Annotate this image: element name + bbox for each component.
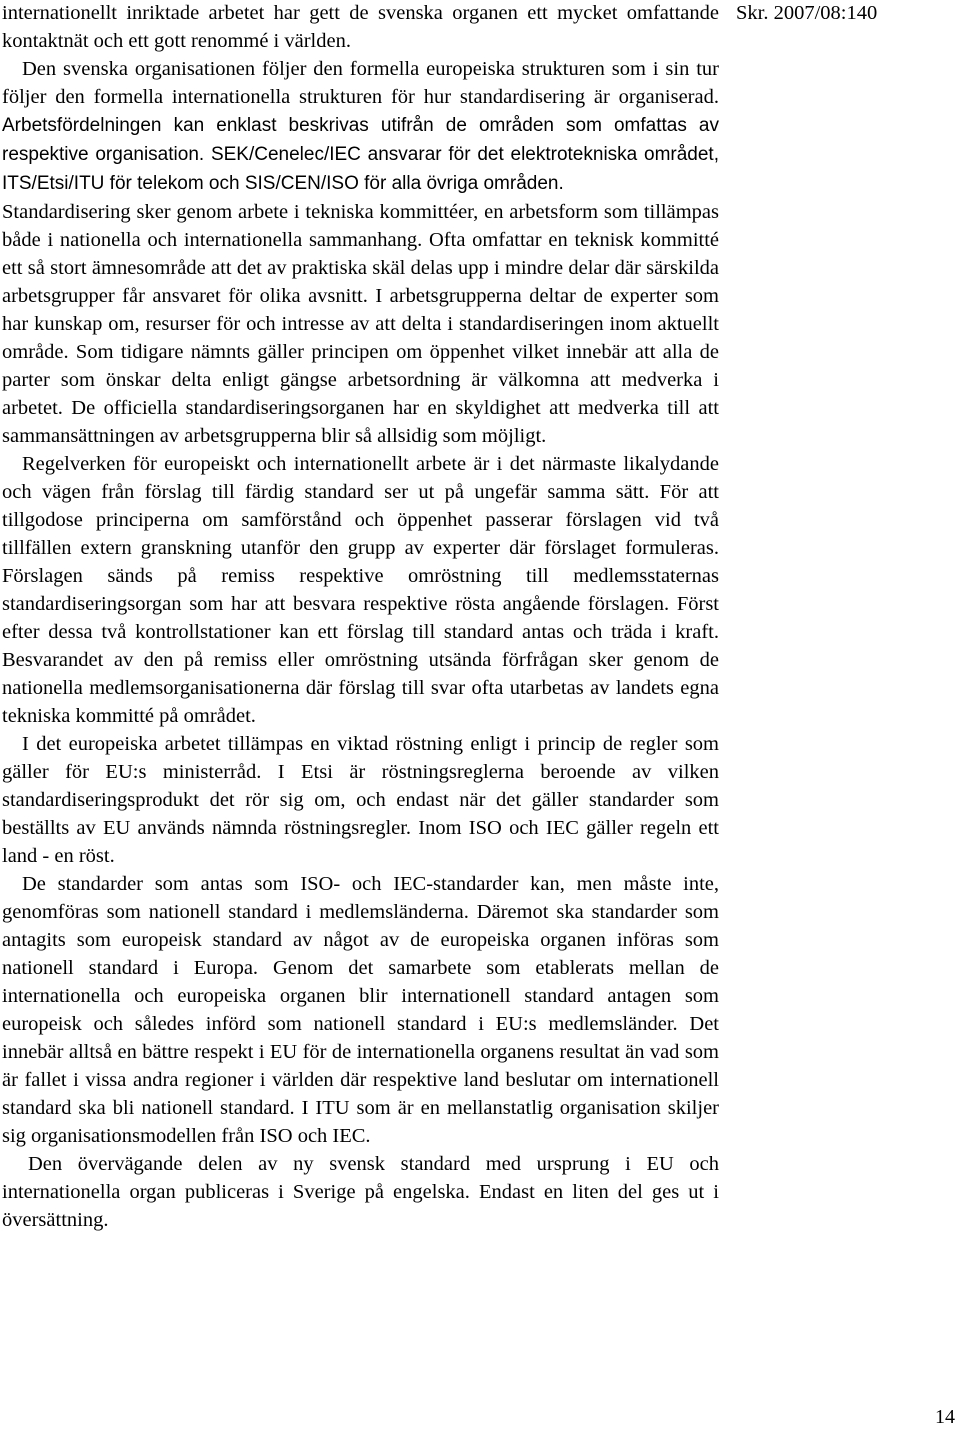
paragraph-regulations [2, 450, 719, 730]
paragraph-text: Standardisering sker genom arbete i tekniska kommittéer, en arbetsform som tillämpas både i nationella och internationella sammanhang. Ofta omfattar en teknisk kommitté ett så stort ämnesområde att det av praktiska skäl delas upp i mindre delar där särskilda arbetsgrupper får ansvaret för olika avsnitt. I arbetsgrupperna deltar de experter som har kunskap om, resurser för och intresse av att delta i standardiseringen inom aktuellt område. Som tidigare nämnts gäller principen om öppenhet vilket innebär att alla de parter som önskar delta enligt gängse arbetsordning är välkomna att medverka i arbetet. De officiella standardiseringsorganen har en skyldighet att medverka till att sammansättningen av arbetsgrupperna blir så allsidig som möjligt. [2, 201, 719, 447]
paragraph-organisation-structure [2, 55, 719, 198]
paragraph-voting [2, 730, 719, 870]
paragraph-text: internationellt inriktade arbetet har gett de svenska organen ett mycket omfattande kontaktnät och ett gott renommé i världen. [2, 2, 719, 52]
paragraph-text: De standarder som antas som ISO- och IEC-standarder kan, men måste inte, genomföras som nationell standard i medlemsländerna. Däremot ska standarder som antagits som europeisk standard av något av de europeiska organen införas som nationell standard i Europa. Genom det samarbete som etablerats mellan de internationella och europeiska organen blir internationell standard antagen som europeisk och således införd som nationell standard i EU:s medlemsländer. Det innebär alltså en bättre respekt i EU för de internationella organens resultat än vad som är fallet i vissa andra regioner i världen där respektive land beslutar om internationell standard ska bli nationell standard. I ITU som är en mellanstatlig organisation skiljer sig organisationsmodellen från ISO och IEC. [2, 873, 719, 1147]
paragraph-technical-committees [2, 198, 719, 450]
paragraph-language [2, 1150, 719, 1234]
paragraph-adoption [2, 870, 719, 1150]
paragraph-text: Den övervägande delen av ny svensk standard med ursprung i EU och internationella organ publiceras i Sverige på engelska. Endast en liten del ges ut i översättning. [2, 1153, 719, 1231]
paragraph-text: Regelverken för europeiskt och internationellt arbete är i det närmaste likalydande och vägen från förslag till färdig standard ser ut på ungefär samma sätt. För att tillgodose principerna om samförstånd och öppenhet passerar förslagen vid två tillfällen extern granskning utanför den grupp av experter där förslaget formuleras. Förslagen sänds på remiss respektive omröstning till medlemsstaternas standardiseringsorgan som har att besvara respektive rösta angående förslagen. Först efter dessa två kontrollstationer kan ett förslag till standard antas och träda i kraft. Besvarandet av den på remiss eller omröstning utsända förfrågan sker genom de nationella medlemsorganisationerna där förslag till svar ofta utarbetas av landets egna tekniska kommitté på området. [2, 453, 719, 727]
paragraph-text: I det europeiska arbetet tillämpas en viktad röstning enligt i princip de regler som gäller för EU:s ministerråd. I Etsi är röstningsreglerna beroende av vilken standardiseringsprodukt det rör sig om, och endast när det gäller standarder som beställts av EU används nämnda röstningsregler. Inom ISO och IEC gäller regeln ett land - en röst. [2, 733, 719, 867]
paragraph-continuation [2, 0, 719, 55]
document-reference: Skr. 2007/08:140 [736, 2, 878, 24]
paragraph-text: Den svenska organisationen följer den formella europeiska strukturen som i sin tur följer den formella internationella strukturen för hur standardisering är organiserad. [2, 58, 719, 108]
paragraph-text-sans: Arbetsfördelningen kan enklast beskrivas utifrån de områden som omfattas av respektive organisation. SEK/Cenelec/IEC ansvarar för det elektrotekniska området, ITS/Etsi/ITU för telekom och SIS/CEN/ISO för alla övriga områden. [2, 115, 719, 194]
body-text [2, 0, 719, 1234]
page-number: 14 [935, 1406, 955, 1428]
